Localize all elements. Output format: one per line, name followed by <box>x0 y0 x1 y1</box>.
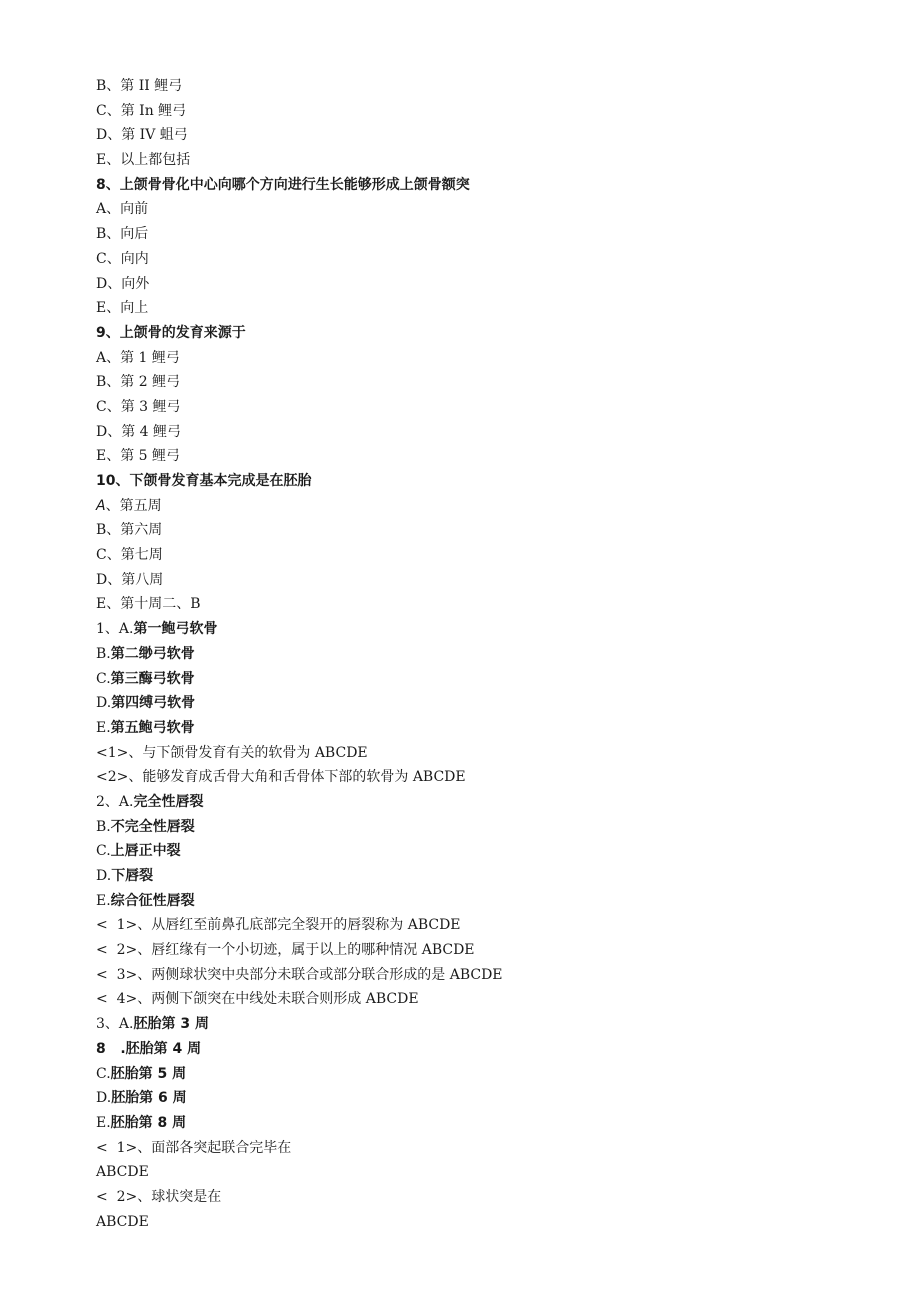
answer-choices: ABCDE <box>96 1164 149 1181</box>
option-prefix: B. <box>96 818 111 835</box>
option-prefix: B. <box>96 645 111 662</box>
option-prefix: D. <box>96 868 112 884</box>
option-line: B、第六周 <box>96 522 163 539</box>
option-line <box>96 1111 876 1136</box>
option-line <box>96 667 876 692</box>
question-line: 8、上颌骨骨化中心向哪个方向进行生长能够形成上颌骨额突 <box>96 176 470 193</box>
option-line: D、第 IV 蛆弓 <box>96 127 188 144</box>
sub-question-line: < 1>、面部各突起联合完毕在 <box>96 1139 292 1156</box>
option-prefix: D. <box>96 1090 112 1107</box>
option-line: C、第 In 鲤弓 <box>96 102 187 119</box>
option-text: 第四缚弓软骨 <box>111 695 196 712</box>
option-line: C、向内 <box>96 250 149 267</box>
option-text: 综合征性唇裂 <box>110 892 195 909</box>
option-line: B、向后 <box>96 226 149 243</box>
question-line: 10、下颌骨发育基本完成是在胚胎 <box>96 473 312 489</box>
sub-question-line: < 2>、球状突是在 <box>96 1188 222 1205</box>
option-line <box>96 1086 876 1111</box>
sub-question-line: <2>、能够发育成舌骨大角和舌骨体下部的软骨为 ABCDE <box>96 769 466 786</box>
option-text: 不完全性唇裂 <box>110 818 195 835</box>
option-line: A、向前 <box>96 201 149 218</box>
option-prefix: D. <box>96 695 112 712</box>
option-line <box>96 642 876 667</box>
option-line <box>96 617 876 642</box>
sub-question-line: < 3>、两侧球状突中央部分未联合或部分联合形成的是 ABCDE <box>96 966 503 983</box>
sub-question-line: < 4>、两侧下颌突在中线处未联合则形成 ABCDE <box>96 991 419 1008</box>
option-text: 完全性唇裂 <box>133 793 204 810</box>
option-line: 8 .胚胎第 4 周 <box>96 1040 202 1057</box>
option-line: C、第 3 鲤弓 <box>96 398 181 415</box>
option-letter: A <box>96 497 106 514</box>
sub-question-line: < 2>、唇红缘有一个小切迹，属于以上的哪种情况 ABCDE <box>96 942 475 959</box>
option-text: 胚胎第 8 周 <box>110 1114 187 1131</box>
option-prefix: 2、A. <box>96 793 134 810</box>
option-prefix: C. <box>96 670 111 687</box>
option-prefix: E. <box>96 892 111 909</box>
option-line <box>96 815 876 840</box>
option-line <box>96 864 876 889</box>
option-text: 上唇正中裂 <box>110 843 181 860</box>
option-line: E、第 5 鲤弓 <box>96 448 181 465</box>
option-prefix: 1、A. <box>96 621 134 638</box>
option-line <box>96 889 876 914</box>
option-text: 、第五周 <box>105 497 162 514</box>
option-line: D、第八周 <box>96 571 164 588</box>
option-line: B、第 II 鲤弓 <box>96 78 183 94</box>
sub-question-line: < 1>、从唇红至前鼻孔底部完全裂开的唇裂称为 ABCDE <box>96 917 461 934</box>
option-line: E、第十周二、B <box>96 596 201 613</box>
option-line <box>96 839 876 864</box>
option-text: 下唇裂 <box>111 868 154 884</box>
option-text: 胚胎第 5 周 <box>110 1065 187 1082</box>
option-line: A、第 1 鲤弓 <box>96 349 180 366</box>
option-line: C、第七周 <box>96 547 163 564</box>
document-page <box>96 74 876 1234</box>
option-line <box>96 716 876 741</box>
option-prefix: 3、A. <box>96 1016 134 1033</box>
option-line <box>96 691 876 716</box>
option-text: 第三酶弓软骨 <box>110 670 195 687</box>
option-line <box>96 1062 876 1087</box>
option-text: 第一鲍弓软骨 <box>133 621 218 638</box>
option-line <box>96 1012 876 1037</box>
option-line <box>96 494 876 519</box>
option-text: 胚胎第 3 周 <box>133 1016 209 1033</box>
option-line: D、向外 <box>96 275 150 292</box>
option-line: B、第 2 鲤弓 <box>96 374 181 391</box>
option-prefix: C. <box>96 843 111 860</box>
option-prefix: E. <box>96 1114 111 1131</box>
question-line: 9、上颌骨的发育来源于 <box>96 324 246 341</box>
option-text: 胚胎第 6 周 <box>111 1090 187 1107</box>
option-line <box>96 790 876 815</box>
option-prefix: C. <box>96 1065 111 1082</box>
answer-choices: ABCDE <box>96 1213 149 1230</box>
option-line: E、以上都包括 <box>96 152 191 169</box>
option-line: E、向上 <box>96 300 149 317</box>
option-text: 第二缈弓软骨 <box>110 645 195 662</box>
option-text: 第五鲍弓软骨 <box>110 719 195 736</box>
sub-question-line: <1>、与下颌骨发育有关的软骨为 ABCDE <box>96 744 368 761</box>
option-prefix: E. <box>96 719 111 736</box>
option-line: D、第 4 鲤弓 <box>96 423 182 440</box>
